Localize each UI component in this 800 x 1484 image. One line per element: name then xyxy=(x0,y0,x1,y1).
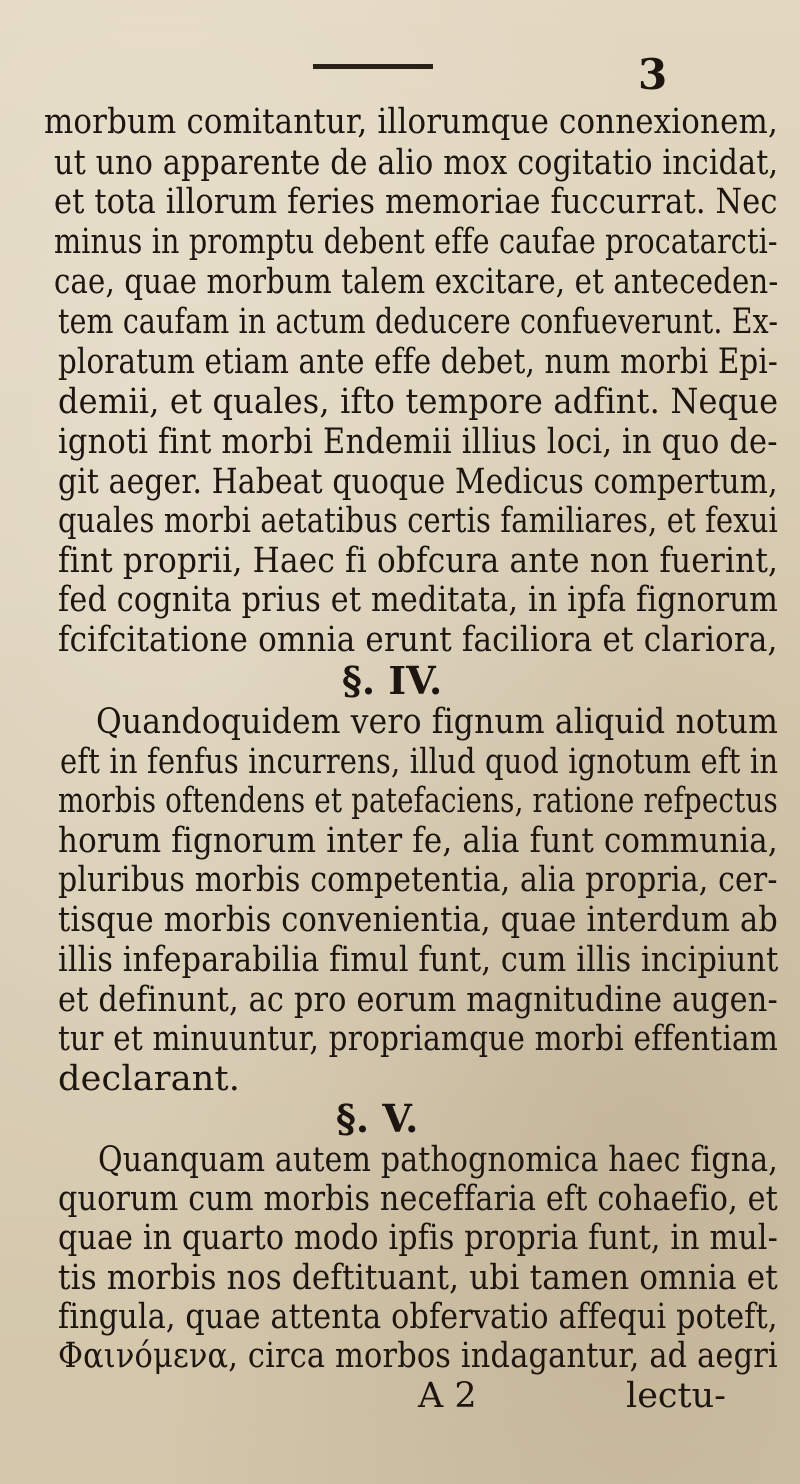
text-line: Φαινόμενα, circa morbos indagantur, ad aegri xyxy=(58,1336,778,1377)
text-line: pluribus morbis competentia, alia propria, cer- xyxy=(58,860,778,901)
text-line: Quandoquidem vero fignum aliquid notum xyxy=(96,701,779,742)
text-line: Quanquam autem pathognomica haec figna, xyxy=(98,1139,778,1180)
text-line: fingula, quae attenta obfervatio affequi poteft, xyxy=(58,1297,778,1338)
text-line: illis infeparabilia fimul funt, cum illis incipiunt xyxy=(58,939,779,980)
section-heading: §. IV. xyxy=(342,657,443,703)
text-line: ignoti fint morbi Endemii illius loci, in quo de- xyxy=(58,421,778,462)
text-line: demii, et quales, ifto tempore adfint. Neque xyxy=(58,381,779,422)
header-rule xyxy=(313,64,433,69)
text-line: et tota illorum feries memoriae fuccurrat. Nec xyxy=(54,182,778,223)
signature-mark: A 2 xyxy=(418,1376,477,1416)
text-line: quorum cum morbis neceffaria eft cohaefio, et xyxy=(58,1178,778,1219)
text-line: et definunt, ac pro eorum magnitudine augen- xyxy=(58,979,778,1020)
text-line: eft in fenfus incurrens, illud quod ignotum eft in xyxy=(60,741,779,782)
text-line: tur et minuuntur, propriamque morbi effentiam xyxy=(58,1018,778,1059)
text-line: ploratum etiam ante effe debet, num morbi Epi- xyxy=(58,342,778,383)
text-line: tisque morbis convenientia, quae interdum ab xyxy=(58,900,778,941)
text-line: fint proprii, Haec fi obfcura ante non fuerint, xyxy=(58,540,779,581)
text-line: fcifcitatione omnia erunt faciliora et clariora, xyxy=(58,620,778,660)
text-line: tis morbis nos deftituant, ubi tamen omnia et xyxy=(58,1258,778,1299)
text-line: cae, quae morbum talem excitare, et anteceden- xyxy=(54,262,779,303)
catchword: lectu- xyxy=(626,1376,726,1416)
text-line: quae in quarto modo ipfis propria funt, in mul- xyxy=(58,1218,778,1258)
text-line: morbis oftendens et patefaciens, ratione refpectus xyxy=(58,781,778,822)
text-line: quales morbi aetatibus certis familiares, et fexui xyxy=(58,500,778,541)
text-line: git aeger. Habeat quoque Medicus compertum, xyxy=(58,461,778,502)
text-line: declarant. xyxy=(58,1058,241,1099)
text-line: fed cognita prius et meditata, in ipfa fignorum xyxy=(58,579,778,620)
text-line: tem caufam in actum deducere confueverunt. Ex- xyxy=(58,302,779,343)
text-line: minus in promptu debent effe caufae procatarcti- xyxy=(54,222,778,263)
section-heading: §. V. xyxy=(336,1095,419,1141)
text-line: horum fignorum inter fe, alia funt communia, xyxy=(58,821,778,862)
page-number: 3 xyxy=(638,50,668,99)
text-line: ut uno apparente de alio mox cogitatio incidat, xyxy=(54,142,779,183)
text-line: morbum comitantur, illorumque connexionem, xyxy=(44,102,778,142)
